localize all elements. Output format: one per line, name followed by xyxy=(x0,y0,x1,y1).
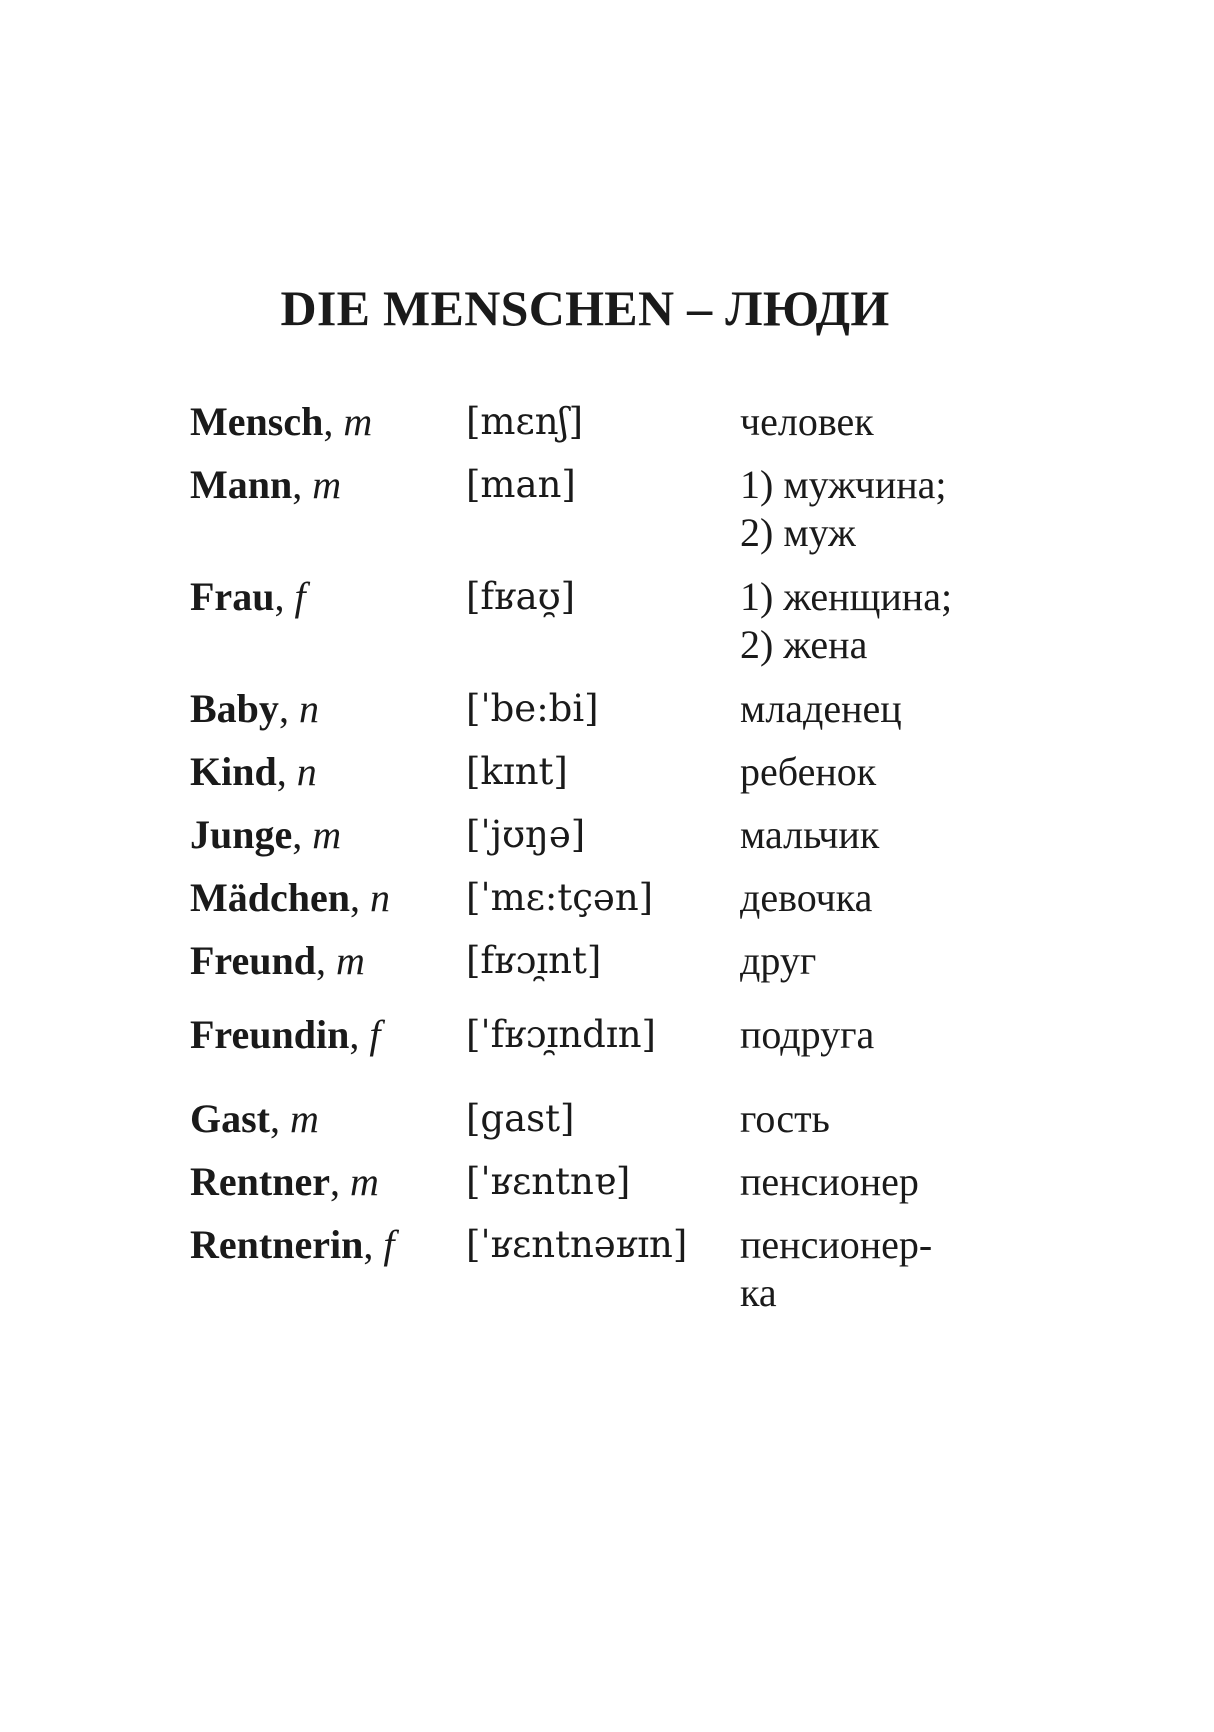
russian-translation xyxy=(740,1095,1040,1143)
word-gender: m xyxy=(290,1096,319,1141)
german-word: Gast, m xyxy=(190,1096,319,1141)
translation-line: младенец xyxy=(740,686,902,731)
word-lemma: Gast xyxy=(190,1096,270,1141)
translation-line: ка xyxy=(740,1270,777,1315)
german-word: Rentner, m xyxy=(190,1159,379,1204)
russian-translation xyxy=(740,937,1040,985)
translation-line: друг xyxy=(740,938,817,983)
ipa-transcription: [ˈfʁɔɪ̯ndɪn] xyxy=(466,1013,656,1056)
word-gender: m xyxy=(335,938,365,983)
word-gender: m xyxy=(349,1159,379,1204)
german-word: Junge, m xyxy=(190,812,342,857)
word-gender: n xyxy=(298,686,319,731)
word-gender: m xyxy=(343,399,373,444)
word-lemma: Mann xyxy=(190,462,293,507)
russian-translation xyxy=(740,573,1040,669)
translation-line: 1) женщина; xyxy=(740,574,953,619)
word-lemma: Freund xyxy=(190,938,316,983)
translation-line: пенсионер- xyxy=(740,1222,933,1267)
russian-translation xyxy=(740,1011,1040,1059)
word-lemma: Baby xyxy=(190,686,279,731)
german-word: Rentnerin, f xyxy=(190,1222,395,1267)
russian-translation xyxy=(740,874,1040,922)
ipa-transcription: [ˈʁɛntnɐ] xyxy=(466,1160,631,1203)
ipa-transcription: [man] xyxy=(466,463,576,506)
word-lemma: Kind xyxy=(190,749,277,794)
russian-translation xyxy=(740,811,1040,859)
word-gender: m xyxy=(312,462,342,507)
german-word: Frau, f xyxy=(190,574,306,619)
ipa-transcription: [ˈʁɛntnəʁɪn] xyxy=(466,1223,688,1266)
word-gender: m xyxy=(312,812,342,857)
russian-translation xyxy=(740,1158,1040,1206)
word-lemma: Freundin xyxy=(190,1012,350,1057)
translation-line: подруга xyxy=(740,1012,875,1057)
word-lemma: Rentnerin xyxy=(190,1222,364,1267)
word-lemma: Junge xyxy=(190,812,293,857)
word-lemma: Frau xyxy=(190,574,275,619)
german-word: Freundin, f xyxy=(190,1012,381,1057)
german-word: Mädchen, n xyxy=(190,875,390,920)
translation-line: 2) жена xyxy=(740,622,868,667)
russian-translation xyxy=(740,685,1040,733)
word-lemma: Mädchen xyxy=(190,875,350,920)
translation-line: ребенок xyxy=(740,749,877,794)
translation-line: человек xyxy=(740,399,874,444)
russian-translation xyxy=(740,461,1040,557)
translation-line: гость xyxy=(740,1096,830,1141)
german-word: Mann, m xyxy=(190,462,342,507)
ipa-transcription: [gast] xyxy=(466,1097,575,1140)
word-gender: n xyxy=(370,875,390,920)
ipa-transcription: [ˈjʊŋə] xyxy=(466,813,586,856)
ipa-transcription: [mɛnʃ] xyxy=(466,400,583,443)
word-lemma: Rentner xyxy=(190,1159,330,1204)
ipa-transcription: [ˈmɛ:tçən] xyxy=(466,876,654,919)
word-gender: f xyxy=(294,574,306,619)
german-word: Freund, m xyxy=(190,938,365,983)
german-word: Mensch, m xyxy=(190,399,373,444)
german-word: Baby, n xyxy=(190,686,319,731)
ipa-transcription: [kɪnt] xyxy=(466,750,568,793)
word-gender: n xyxy=(296,749,317,794)
word-lemma: Mensch xyxy=(190,399,324,444)
ipa-transcription: [ˈbe:bi] xyxy=(466,687,599,730)
german-word: Kind, n xyxy=(190,749,317,794)
translation-line: 2) муж xyxy=(740,510,856,555)
word-gender: f xyxy=(369,1012,381,1057)
russian-translation xyxy=(740,398,1040,446)
translation-line: мальчик xyxy=(740,812,880,857)
word-gender: f xyxy=(383,1222,395,1267)
ipa-transcription: [fʁaʊ̯] xyxy=(466,575,576,618)
translation-line: 1) мужчина; xyxy=(740,462,947,507)
translation-line: пенсионер xyxy=(740,1159,919,1204)
translation-line: девочка xyxy=(740,875,873,920)
ipa-transcription: [fʁɔɪ̯nt] xyxy=(466,939,602,982)
russian-translation xyxy=(740,748,1040,796)
russian-translation xyxy=(740,1221,1040,1317)
page-title: DIE MENSCHEN – ЛЮДИ xyxy=(280,280,890,336)
